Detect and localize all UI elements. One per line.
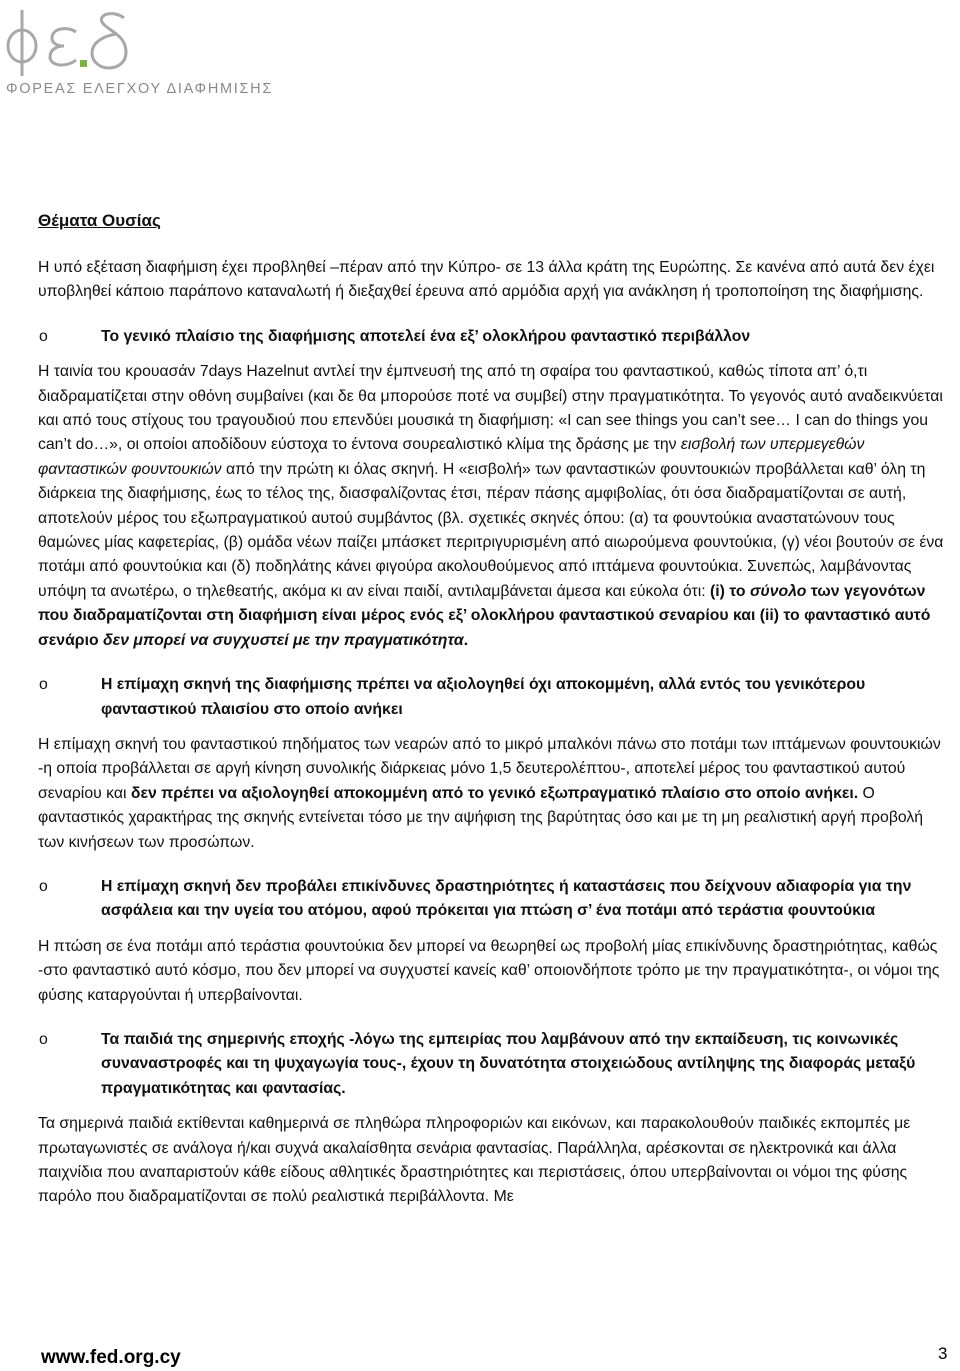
section-heading: Θέματα Ουσίας xyxy=(38,211,161,230)
bullet-heading-3 xyxy=(38,875,944,924)
page-number: 3 xyxy=(938,1344,948,1363)
footer-website-link[interactable]: www.fed.org.cy xyxy=(41,1347,181,1368)
bullet-marker: o xyxy=(39,1030,48,1048)
document-body xyxy=(38,208,944,1230)
logo-tagline: ΦΟΡΕΑΣ ΕΛΕΓΧΟΥ ΔΙΑΦΗΜΙΣΗΣ xyxy=(6,81,274,97)
bullet-heading-1 xyxy=(38,325,944,349)
fed-wordmark-graphic xyxy=(6,8,166,78)
bullet-marker: o xyxy=(39,676,48,694)
section-2-paragraph: Η επίμαχη σκηνή του φανταστικού πηδήματος των νεαρών από το μικρό μπαλκόνι πάνω στο ποτάμι των ιπτάμενων φουντουκιών -η οποία προβάλλεται σε αργή κίνηση συνολικής διάρκειας μόνο 1,5 δευτερολέπτου-, αποτελεί μέρος του φανταστικού αυτού σεναρίου και δεν πρέπει να αξιολογηθεί αποκομμένη από το γενικό εξωπραγματικό πλαίσιο στο οποίο ανήκει. Ο φανταστικός χαρακτήρας της σκηνής εντείνεται τόσο με την αψήφιση της βαρύτητας όσο και με τη μη ρεαλιστική αργή προβολή των κινήσεων των προσώπων. xyxy=(38,735,941,851)
section-3-paragraph: Η πτώση σε ένα ποτάμι από τεράστια φουντούκια δεν μπορεί να θεωρηθεί ως προβολή μίας επικίνδυνης δραστηριότητας, καθώς -στο φανταστικό αυτό κόσμο, που δεν μπορεί να συγχυστεί κανείς καθ’ οποιονδήποτε τρόπο με την πραγματικότητα-, οι νόμοι της φύσης καταργούνται ή υπερβαίνονται. xyxy=(38,937,940,1004)
bullet-heading-text: Η επίμαχη σκηνή δεν προβάλει επικίνδυνες δραστηριότητες ή καταστάσεις που δείχνουν αδιαφορία για την ασφάλεια και την υγεία του ατόμου, αφού πρόκειται για πτώση σ’ ένα ποτάμι από τεράστια φουντούκια xyxy=(101,877,912,920)
bullet-heading-text: Το γενικό πλαίσιο της διαφήμισης αποτελεί ένα εξ’ ολοκλήρου φανταστικό περιβάλλον xyxy=(101,327,751,345)
fed-logo xyxy=(6,8,274,98)
section-4-paragraph: Τα σημερινά παιδιά εκτίθενται καθημερινά σε πληθώρα πληροφοριών και εικόνων, και παρακολουθούν παιδικές εκπομπές με πρωταγωνιστές σε ανάλογα ή/και συχνά ακαλαίσθητα σενάρια φαντασίας. Παράλληλα, αρέσκονται σε ηλεκτρονικά και άλλα παιχνίδια που αναπαριστούν κάθε είδους αθλητικές δραστηριότητες και περιστάσεις, όπου υπερβαίνονται οι νόμοι της φύσης παρόλο που διαδραματίζονται σε πολύ ρεαλιστικά περιβάλλοντα. Με xyxy=(38,1115,911,1206)
bullet-marker: o xyxy=(39,877,48,895)
bullet-heading-text: Η επίμαχη σκηνή της διαφήμισης πρέπει να αξιολογηθεί όχι αποκομμένη, αλλά εντός του γενικότερου φανταστικού πλαισίου στο οποίο ανήκει xyxy=(101,676,866,718)
bullet-heading-text: Τα παιδιά της σημερινής εποχής -λόγω της εμπειρίας που λαμβάνουν από την εκπαίδευση, τις κοινωνικές συναναστροφές και τη ψυχαγωγία τους-, έχουν τη δυνατότητα στοιχειώδους αντίληψης της διαφοράς μεταξύ πραγματικότητας και φαντασίας. xyxy=(101,1030,916,1097)
bullet-heading-4 xyxy=(38,1028,944,1101)
accent-square xyxy=(80,60,87,67)
bullet-marker: o xyxy=(39,327,48,345)
intro-paragraph: Η υπό εξέταση διαφήμιση έχει προβληθεί –πέραν από την Κύπρο- σε 13 άλλα κράτη της Ευρώπης. Σε κανένα από αυτά δεν έχει υποβληθεί κάποιο παράπονο καταναλωτή ή διεξαχθεί έρευνα από αρμόδια αρχή για ανάκληση ή τροποποίηση της διαφήμισης. xyxy=(38,259,935,301)
bullet-heading-2 xyxy=(38,673,944,722)
section-1-paragraph: Η ταινία του κρουασάν 7days Hazelnut αντλεί την έμπνευσή της από τη σφαίρα του φανταστικού, καθώς τίποτα απ’ ό,τι διαδραματίζεται στην οθόνη συμβαίνει (και δε θα μπορούσε ποτέ να συμβεί) στην πραγματικότητα. Το γεγονός αυτό αναδεικνύεται και από τους στίχους του τραγουδιού που επενδύει μουσικά τη διαφήμιση: «I can see things you can’t see… I can do things you can’t do…», οι οποίοι αποδίδουν εύστοχα το έντονα σουρεαλιστικό κλίμα της δράσης με την εισβολή των υπερμεγεθών φανταστικών φουντουκιών από την πρώτη κι όλας σκηνή. Η «εισβολή» των φανταστικών φουντουκιών προβάλλεται καθ’ όλη τη διάρκεια της διαφήμισης, έως το τέλος της, διασφαλίζοντας έτσι, πέραν πάσης αμφιβολίας, ότι όσα διαδραματίζονται σε αυτή, αποτελούν μέρος του εξωπραγματικού αυτού συμβάντος (βλ. σχετικές σκηνές όπου: (α) τα φουντούκια αναστατώνουν τους θαμώνες μίας καφετερίας, (β) ομάδα νέων παίζει μπάσκετ περιτριγυρισμένη από αιωρούμενα φουντούκια, (γ) νέοι βουτούν σε ένα ποτάμι από φουντούκια και (δ) ποδηλάτης κάνει φιγούρα ακολουθούμενος από ιπτάμενα φουντούκια. Συνεπώς, λαμβάνοντας υπόψη τα ανωτέρω, ο τηλεθεατής, ακόμα κι αν είναι παιδί, αντιλαμβάνεται άμεσα και εύκολα ότι: (i) το σύνολο των γεγονότων που διαδραματίζονται στη διαφήμιση είναι μέρος ενός εξ’ ολοκλήρου φανταστικού σεναρίου και (ii) το φανταστικό αυτό σενάριο δεν μπορεί να συγχυστεί με την πραγματικότητα. xyxy=(38,363,944,649)
